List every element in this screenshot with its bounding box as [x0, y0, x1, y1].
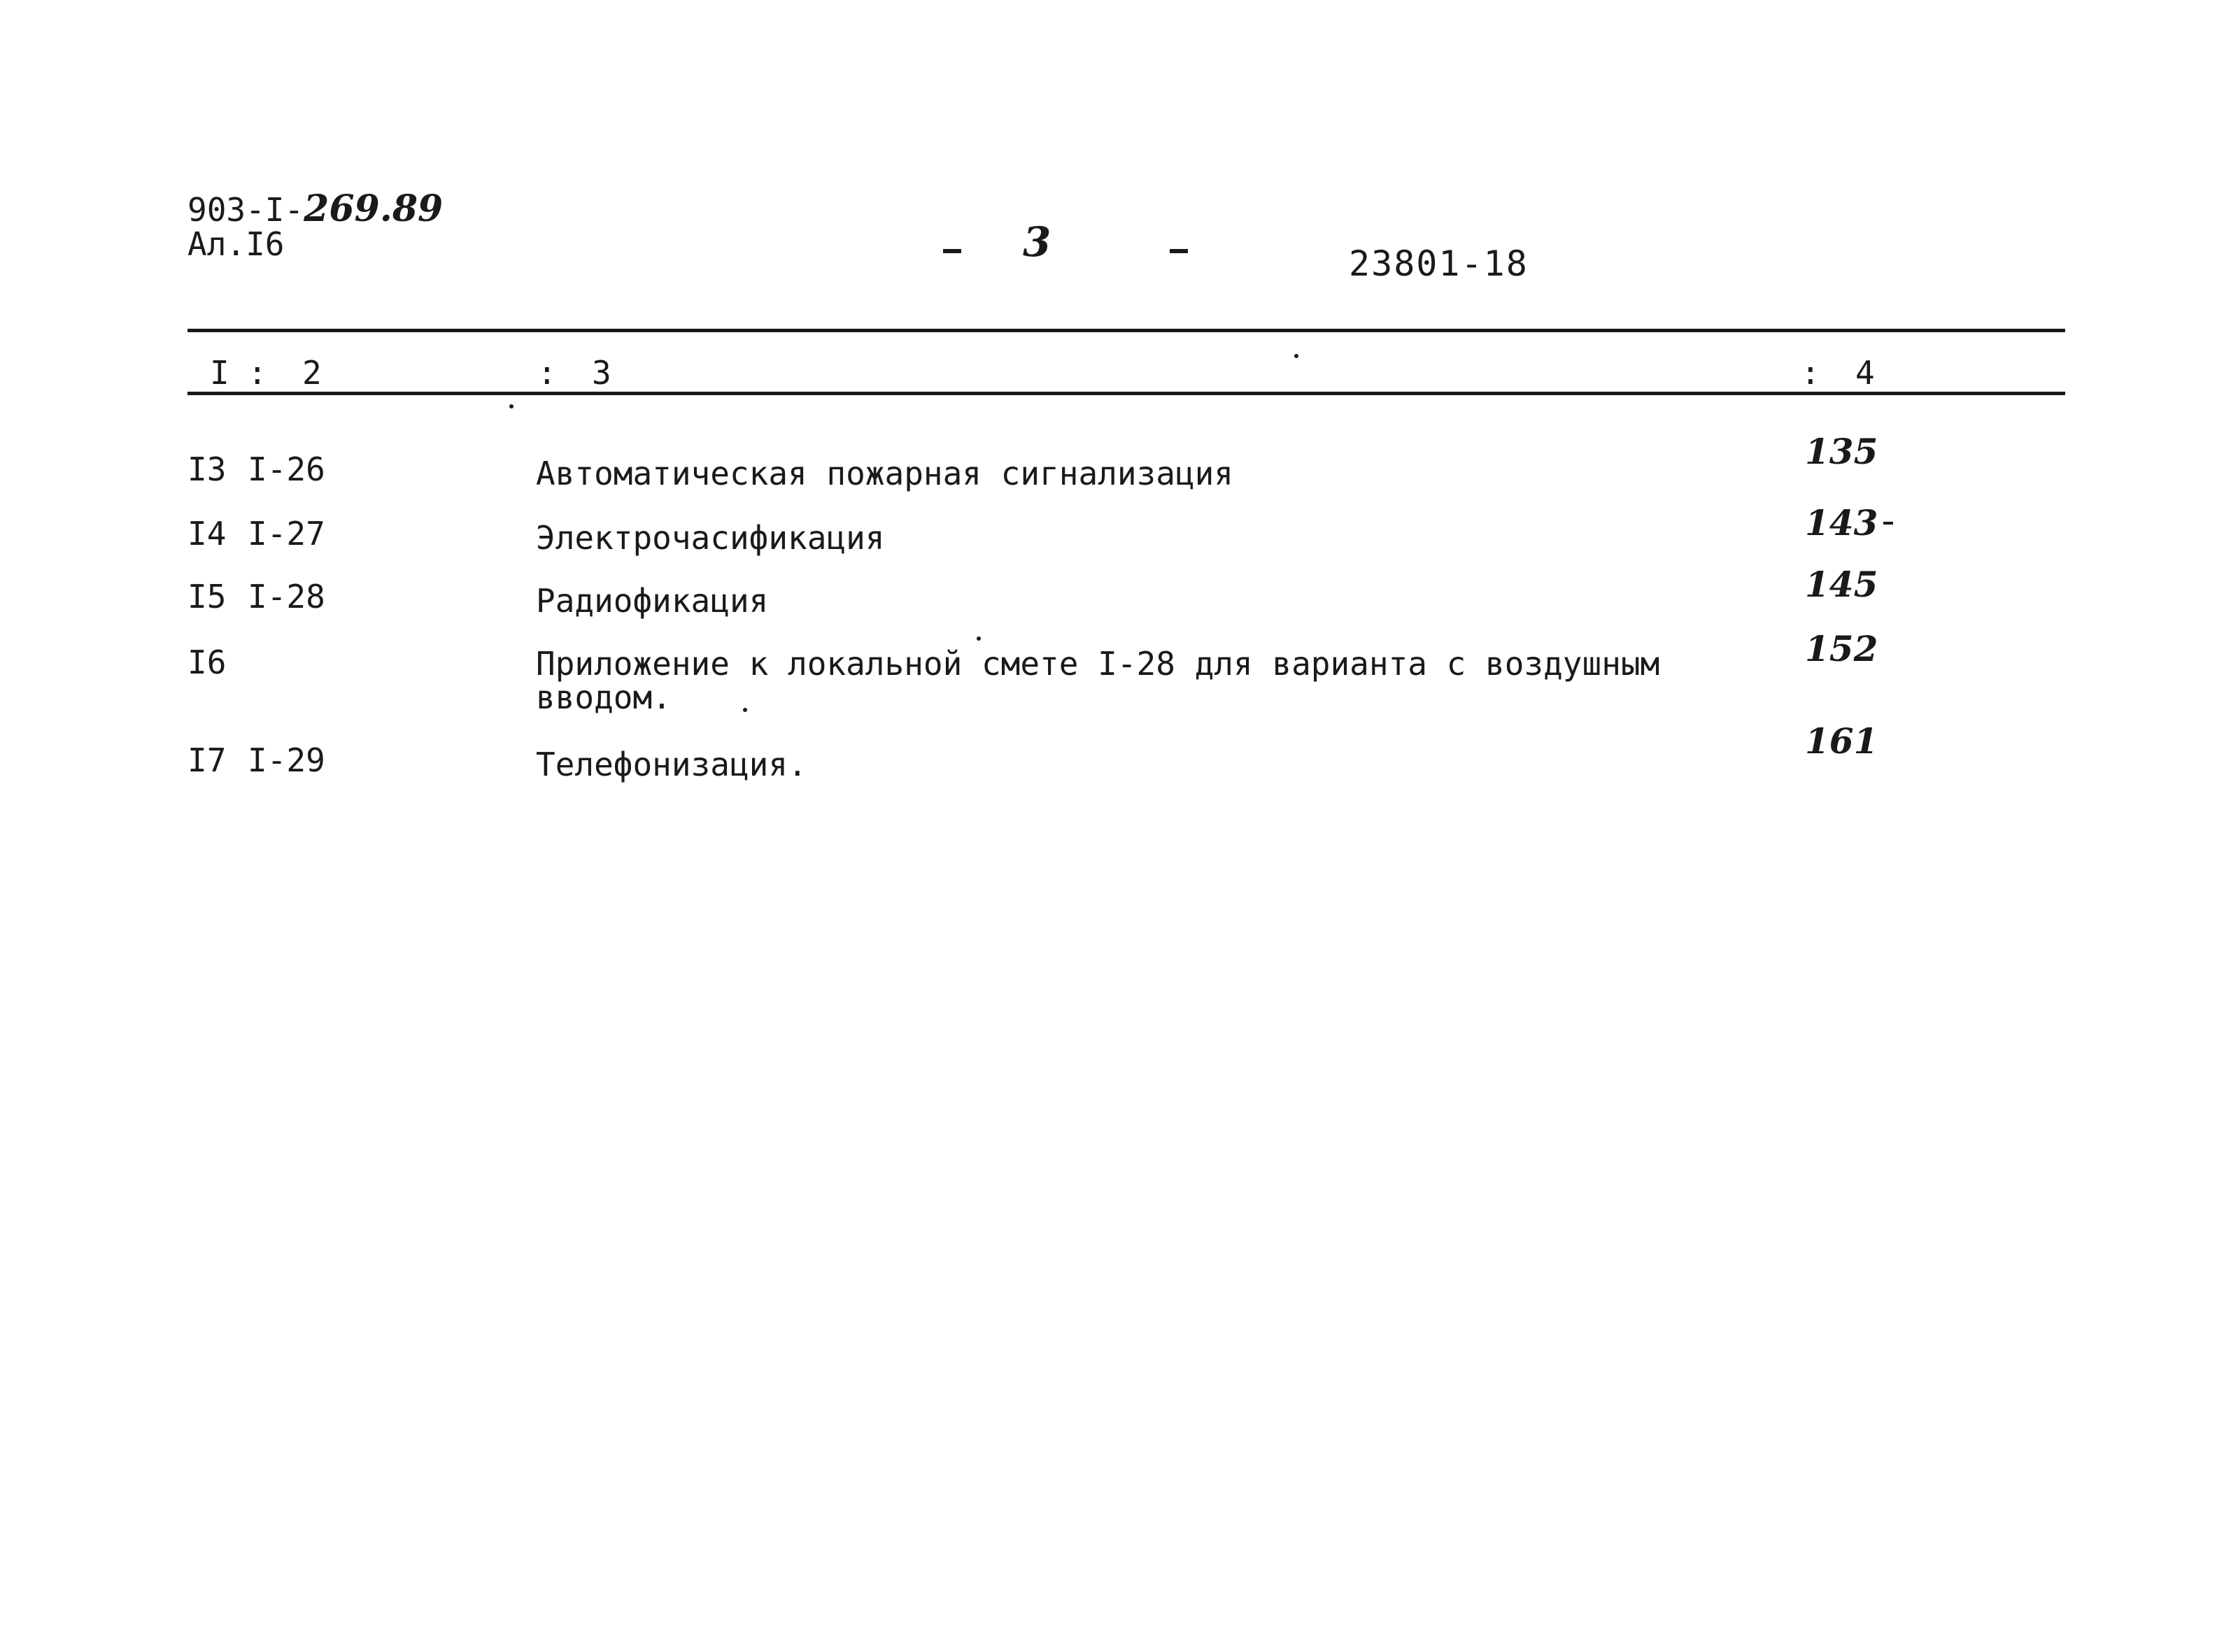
column-separator-3: : — [1801, 354, 1820, 392]
speck — [509, 404, 514, 408]
row-page: 145 — [1805, 564, 1878, 605]
row-number: I3 — [187, 450, 227, 488]
row-title: Электрочасификация — [536, 519, 885, 557]
archive-number: 23801-18 — [1349, 243, 1529, 284]
row-page: 152 — [1805, 628, 1878, 669]
page-number: 3 — [1023, 218, 1051, 266]
speck — [743, 708, 747, 712]
row-number: I4 — [187, 515, 227, 553]
row-number: I5 — [187, 578, 227, 615]
speck — [1294, 354, 1298, 358]
row-page: 135 — [1805, 431, 1878, 472]
row-title: Телефонизация. — [536, 746, 807, 783]
speck — [977, 636, 981, 641]
row-number: I7 — [187, 741, 227, 779]
column-header-2: 2 — [302, 354, 322, 392]
row-number: I6 — [187, 643, 227, 681]
document-code-printed: 903-I- — [187, 191, 304, 229]
column-header-1: I — [210, 354, 229, 392]
row-title: Приложение к локальной смете I-28 для варианта с воздушным — [536, 645, 1660, 683]
margin-mark — [1883, 522, 1893, 525]
row-title-continuation: вводом. — [536, 678, 672, 716]
row-page: 143 — [1805, 502, 1878, 543]
row-code: I-27 — [248, 515, 325, 553]
album-label: Ал.I6 — [187, 225, 285, 263]
row-code: I-29 — [248, 741, 325, 779]
column-header-4: 4 — [1855, 354, 1875, 392]
row-title: Автоматическая пожарная сигнализация — [536, 455, 1233, 492]
row-title: Радиофикация — [536, 582, 769, 620]
row-code: I-26 — [248, 450, 325, 488]
row-page: 161 — [1805, 720, 1878, 762]
column-header-3: 3 — [592, 354, 611, 392]
document-code — [187, 187, 443, 230]
page-dash-left — [943, 249, 961, 253]
row-code: I-28 — [248, 578, 325, 615]
table-top-rule — [187, 329, 2065, 332]
page-dash-right — [1170, 249, 1188, 253]
column-separator-2: : — [537, 354, 557, 392]
table-header-rule — [187, 392, 2065, 395]
column-separator-1: : — [248, 354, 267, 392]
document-code-handwritten: 269.89 — [304, 187, 444, 230]
